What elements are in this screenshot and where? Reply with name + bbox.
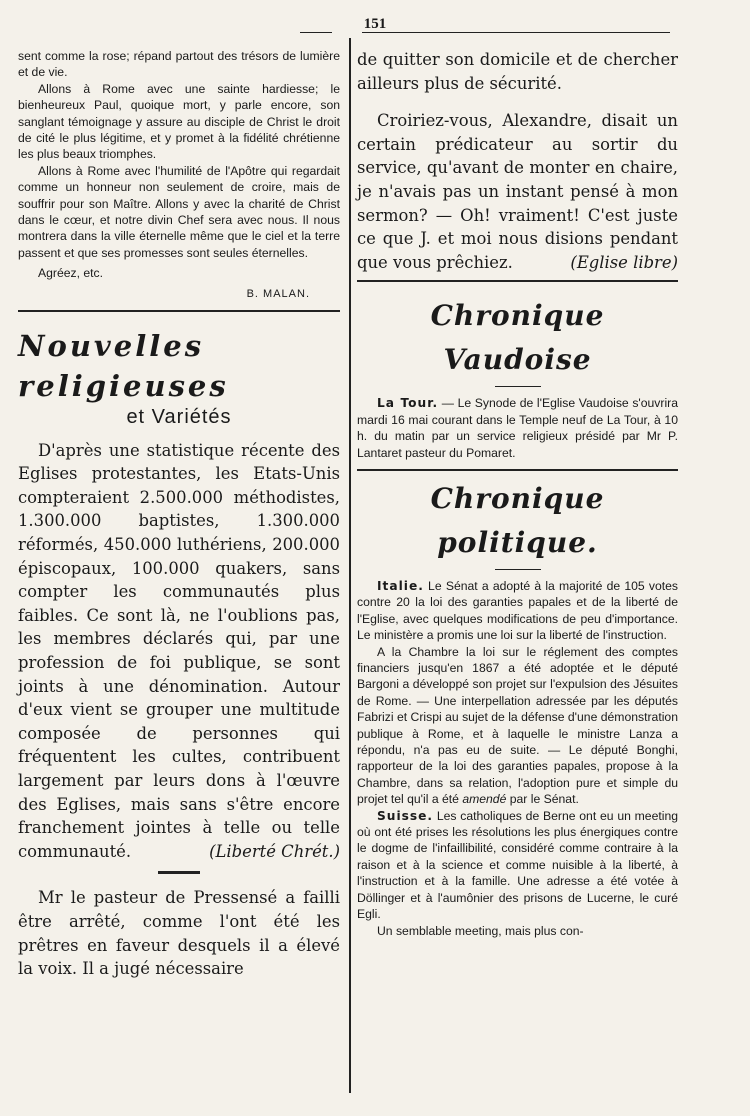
header-rule-right: [362, 32, 670, 33]
chronique-vaudoise-heading: Chronique Vaudoise: [430, 299, 605, 377]
statistics-text: D'après une statistique récente des Eglises protestantes, les Etats-Unis compteraient 2.500.000 méthodistes, 1.300.000 baptistes, 1.300.000 réformés, 450.000 luthériens, 200.000 épiscopaux, 100.000 quakers, sans compter les communautés plus faibles. Ce sont là, ne l'oublions pas, les membres déclarés qui, par une profession de foi publique, se sont joints à une dénomination. Autour d'eux vient se grouper une multitude composée de personnes qui fréquentent les cultes, contribuent largement par leurs dons à l'œuvre des Eglises, mais sans s'être encore franchement jointes à telle ou telle communauté.: [18, 440, 340, 861]
chambre-text-b: par le Sénat.: [506, 792, 579, 807]
header-rule-left: [300, 32, 332, 33]
left-paragraph-2: Allons à Rome avec une sainte hardiesse; le bienheureux Paul, quoique mort, y parle encore, son sanglant témoignage y assure au disciple de Christ le droit de cité le plus légitime, et y promet à la fidélité chrétienne les plus beaux triomphes.: [18, 81, 340, 162]
short-rule-2: [495, 569, 541, 570]
statistics-paragraph: [18, 439, 340, 864]
pressense-paragraph: Mr le pasteur de Pressensé a failli être arrêté, comme l'ont été les prêtres en faveur desquels il a élevé la voix. Il a jugé nécessaire: [18, 888, 340, 979]
nouvelles-heading: Nouvelles religieuses: [18, 328, 229, 403]
anecdote-text: Croiriez-vous, Alexandre, disait un certain prédicateur au sortir du service, qu'avant de monter en chaire, je n'avais pas un instant pensé à mon sermon? — Oh! vraiment! C'est juste ce que J. et moi nous disions pendant que vous prêchiez.: [357, 111, 678, 272]
chambre-paragraph: [357, 644, 678, 808]
right-paragraph-1: de quitter son domicile et de chercher ailleurs plus de sécurité.: [357, 50, 678, 93]
closing-line: Agréez, etc.: [38, 266, 104, 281]
statistics-source: (Liberté Chrét.): [209, 841, 340, 861]
separator-rule: [158, 871, 200, 874]
anecdote-paragraph: [357, 109, 678, 274]
anecdote-source: (Eglise libre): [570, 252, 678, 272]
suisse-lead: Suisse.: [377, 808, 434, 823]
chronique-politique-heading: Chronique politique.: [430, 481, 605, 559]
last-line: Un semblable meeting, mais plus con-: [377, 923, 584, 938]
signature: B. MALAN.: [246, 287, 310, 300]
varietes-subheading: et Variétés: [126, 405, 232, 428]
italie-text: Le Sénat a adopté à la majorité de 105 votes contre 20 la loi des garanties papales et de la liberté de l'Eglise, avec quelques modifications de peu d'importance. Le ministère a promis une loi sur la liberté de l'instruction.: [357, 578, 678, 643]
suisse-text: Les catholiques de Berne ont eu un meeting où ont été prises les résolutions les plus énergiques contre le dogme de l'infaillibilité, considéré comme contraire à la raison et à la science et comme nuisible à la liberté, à l'instruction et à la famille. Une adresse a été votée à Döllinger et à l'aumônier des prisons de Lucerne, le curé Egli.: [357, 808, 678, 922]
section-rule-right-2: [357, 469, 678, 471]
chambre-amende: amendé: [462, 792, 507, 807]
left-column: [18, 48, 340, 981]
chambre-text-a: A la Chambre la loi sur le réglement des comptes financiers jusqu'en 1867 a été adoptée et le député Bargoni a développé son projet sur l'expulsion des Jésuites de Rome. — Une interpellation adressée par les députés Fabrizi et Crispi au sujet de la défense d'une démonstration publique à Rome, et à laquelle le ministre Lanza a répondu, n'a pas eu de suite. — Le député Bonghi, rapporteur de la loi des garanties papales, propose à la Chambre, dans sa relation, l'adoption pure et simple du projet tel qu'il a été: [357, 644, 678, 807]
italie-paragraph: [357, 578, 678, 644]
la-tour-paragraph: [357, 395, 678, 461]
right-column: [357, 48, 678, 939]
left-paragraph-1: sent comme la rose; répand partout des trésors de lumière et de vie.: [18, 49, 340, 80]
left-paragraph-3: Allons à Rome avec l'humilité de l'Apôtre qui regardait comme un honneur non seulement de croire, mais de souffrir pour son Maître. Allons y avec la charité de Christ dans le cœur, et notre divin Chef sera avec nous. Il nous montrera dans la ville éternelle même que le ciel et la terre passent et que ses promesses sont seules éternelles.: [18, 163, 340, 260]
la-tour-lead: La Tour.: [377, 396, 439, 411]
suisse-paragraph: [357, 808, 678, 923]
column-divider: [349, 38, 351, 1093]
section-rule-right: [357, 280, 678, 282]
la-tour-text: — Le Synode de l'Eglise Vaudoise s'ouvrira mardi 16 mai courant dans le Temple neuf de La Tour, à 10 h. du matin par un service religieux présidé par Mr P. Lantaret pasteur du Pomaret.: [357, 396, 678, 460]
short-rule-1: [495, 386, 541, 387]
section-rule: [18, 310, 340, 312]
page-number: 151: [363, 16, 387, 32]
italie-lead: Italie.: [377, 578, 424, 593]
